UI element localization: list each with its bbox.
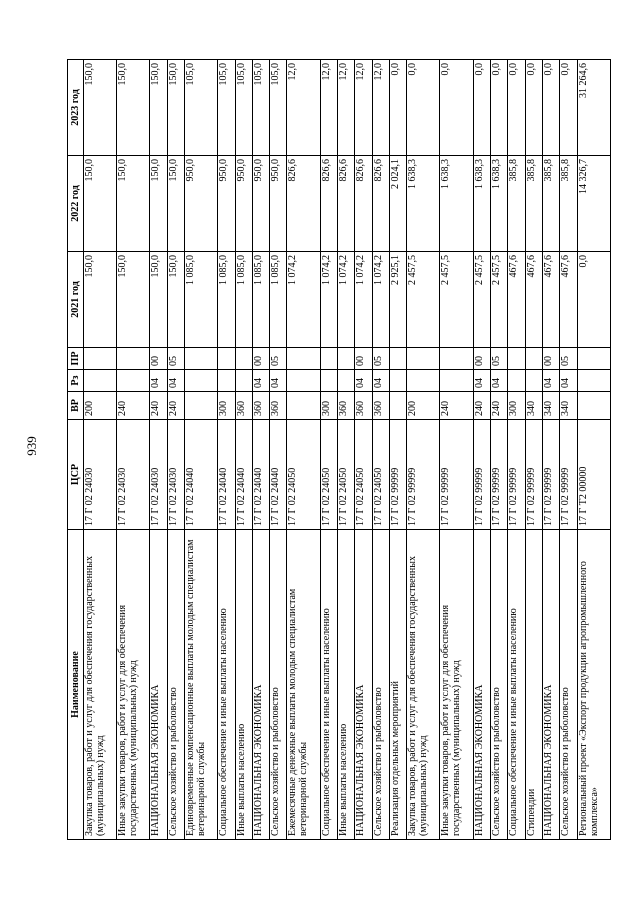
table-row [167, 60, 184, 840]
cell-2023: 150,0 [117, 60, 150, 156]
cell-csr: 17 Г 02 99999 [542, 420, 559, 530]
cell-csr: 17 Г 02 99999 [508, 420, 525, 530]
cell-2021: 467,6 [542, 252, 559, 348]
table-row [577, 60, 610, 840]
cell-name: Сельское хозяйство и рыболовство [490, 530, 507, 840]
page-number: 939 [24, 436, 39, 456]
cell-2023: 150,0 [84, 60, 117, 156]
cell-2022: 1 638,3 [440, 156, 473, 252]
cell-2022: 150,0 [84, 156, 117, 252]
cell-2022: 826,6 [338, 156, 355, 252]
cell-2021: 1 074,2 [320, 252, 337, 348]
cell-pr: 00 [473, 348, 490, 370]
cell-name: Социальное обеспечение и иные выплаты населению [218, 530, 235, 840]
cell-name: Региональный проект «Экспорт продукции агропромышленного комплекса» [577, 530, 610, 840]
cell-vr: 360 [270, 392, 287, 420]
cell-csr: 17 Г 02 99999 [490, 420, 507, 530]
header-vr: ВР [68, 392, 84, 420]
cell-name: Закупка товаров, работ и услуг для обеспечения государственных (муниципальных) нужд [84, 530, 117, 840]
cell-2023: 0,0 [407, 60, 440, 156]
cell-name: Сельское хозяйство и рыболовство [372, 530, 389, 840]
cell-2022: 826,6 [320, 156, 337, 252]
cell-vr: 340 [560, 392, 577, 420]
cell-2021: 467,6 [525, 252, 542, 348]
cell-2022: 826,6 [355, 156, 372, 252]
table-row [218, 60, 235, 840]
cell-name: Ежемесячные денежные выплаты молодым специалистам ветеринарной службы [287, 530, 320, 840]
cell-rz: 04 [150, 370, 167, 392]
cell-vr: 340 [542, 392, 559, 420]
cell-vr: 360 [355, 392, 372, 420]
table-row [490, 60, 507, 840]
cell-2021: 2 457,5 [407, 252, 440, 348]
table-row [508, 60, 525, 840]
cell-rz [508, 370, 525, 392]
cell-2023: 0,0 [542, 60, 559, 156]
cell-rz: 04 [355, 370, 372, 392]
cell-2023: 0,0 [389, 60, 406, 156]
cell-name: НАЦИОНАЛЬНАЯ ЭКОНОМИКА [355, 530, 372, 840]
cell-name: Реализация отдельных мероприятий [389, 530, 406, 840]
cell-2022: 950,0 [252, 156, 269, 252]
cell-2021: 150,0 [150, 252, 167, 348]
table-row [407, 60, 440, 840]
cell-name: Социальное обеспечение и иные выплаты населению [320, 530, 337, 840]
cell-2021: 467,6 [560, 252, 577, 348]
cell-csr: 17 Г 02 24040 [252, 420, 269, 530]
cell-2021: 1 085,0 [252, 252, 269, 348]
cell-2022: 385,8 [560, 156, 577, 252]
cell-vr: 360 [372, 392, 389, 420]
cell-2021: 1 074,2 [355, 252, 372, 348]
cell-pr [338, 348, 355, 370]
cell-csr: 17 Г 02 24040 [185, 420, 218, 530]
cell-2022: 150,0 [167, 156, 184, 252]
cell-vr: 240 [490, 392, 507, 420]
cell-pr [389, 348, 406, 370]
table-row [560, 60, 577, 840]
cell-2022: 826,6 [287, 156, 320, 252]
cell-pr [84, 348, 117, 370]
cell-rz: 04 [252, 370, 269, 392]
cell-pr: 00 [542, 348, 559, 370]
cell-csr: 17 Г 02 99999 [407, 420, 440, 530]
cell-2023: 12,0 [287, 60, 320, 156]
cell-vr: 240 [473, 392, 490, 420]
header-csr: ЦСР [68, 420, 84, 530]
cell-csr: 17 Г 02 24040 [235, 420, 252, 530]
cell-name: Социальное обеспечение и иные выплаты населению [508, 530, 525, 840]
cell-csr: 17 Г T2 00000 [577, 420, 610, 530]
cell-vr: 360 [235, 392, 252, 420]
cell-rz [320, 370, 337, 392]
table-row [235, 60, 252, 840]
cell-rz [525, 370, 542, 392]
cell-2023: 150,0 [167, 60, 184, 156]
cell-csr: 17 Г 02 99999 [560, 420, 577, 530]
cell-pr: 00 [150, 348, 167, 370]
table-row [338, 60, 355, 840]
cell-2021: 1 085,0 [185, 252, 218, 348]
cell-csr: 17 Г 02 24030 [84, 420, 117, 530]
cell-2022: 385,8 [542, 156, 559, 252]
header-name: Наименование [68, 530, 84, 840]
table-row [473, 60, 490, 840]
cell-rz [287, 370, 320, 392]
cell-2023: 0,0 [440, 60, 473, 156]
cell-pr [577, 348, 610, 370]
cell-name: НАЦИОНАЛЬНАЯ ЭКОНОМИКА [252, 530, 269, 840]
cell-2022: 1 638,3 [490, 156, 507, 252]
cell-csr: 17 Г 02 24050 [355, 420, 372, 530]
cell-2021: 150,0 [167, 252, 184, 348]
cell-2021: 2 457,5 [490, 252, 507, 348]
cell-csr: 17 Г 02 99999 [440, 420, 473, 530]
cell-2022: 950,0 [218, 156, 235, 252]
cell-name: Иные закупки товаров, работ и услуг для обеспечения государственных (муниципальных) нужд [440, 530, 473, 840]
cell-2023: 0,0 [560, 60, 577, 156]
cell-vr: 200 [84, 392, 117, 420]
cell-name: Закупка товаров, работ и услуг для обеспечения государственных (муниципальных) нужд [407, 530, 440, 840]
table-row [372, 60, 389, 840]
cell-2022: 950,0 [270, 156, 287, 252]
cell-2022: 14 326,7 [577, 156, 610, 252]
cell-2023: 31 264,6 [577, 60, 610, 156]
cell-pr: 05 [560, 348, 577, 370]
cell-2023: 12,0 [320, 60, 337, 156]
cell-rz [389, 370, 406, 392]
cell-pr [440, 348, 473, 370]
rotated-table-container [67, 60, 611, 840]
table-body [84, 60, 611, 840]
cell-name: Сельское хозяйство и рыболовство [560, 530, 577, 840]
cell-pr [407, 348, 440, 370]
cell-2021: 1 074,2 [372, 252, 389, 348]
cell-rz [84, 370, 117, 392]
cell-pr [235, 348, 252, 370]
cell-vr: 300 [218, 392, 235, 420]
cell-rz: 04 [542, 370, 559, 392]
cell-csr: 17 Г 02 24030 [150, 420, 167, 530]
cell-2022: 385,8 [525, 156, 542, 252]
cell-2023: 150,0 [150, 60, 167, 156]
cell-pr [320, 348, 337, 370]
cell-vr: 360 [252, 392, 269, 420]
cell-csr: 17 Г 02 99999 [389, 420, 406, 530]
cell-2021: 0,0 [577, 252, 610, 348]
cell-vr [577, 392, 610, 420]
cell-rz: 04 [473, 370, 490, 392]
cell-vr [185, 392, 218, 420]
table-row [389, 60, 406, 840]
cell-vr: 300 [320, 392, 337, 420]
cell-rz: 04 [270, 370, 287, 392]
table-row [287, 60, 320, 840]
table-row [252, 60, 269, 840]
cell-pr [525, 348, 542, 370]
cell-csr: 17 Г 02 99999 [473, 420, 490, 530]
table-row [150, 60, 167, 840]
table-row [525, 60, 542, 840]
table-row [355, 60, 372, 840]
table-row [185, 60, 218, 840]
cell-csr: 17 Г 02 24030 [117, 420, 150, 530]
header-year-2022: 2022 год [68, 156, 84, 252]
cell-name: НАЦИОНАЛЬНАЯ ЭКОНОМИКА [473, 530, 490, 840]
cell-2022: 1 638,3 [473, 156, 490, 252]
cell-pr [185, 348, 218, 370]
cell-pr: 00 [355, 348, 372, 370]
cell-csr: 17 Г 02 24050 [320, 420, 337, 530]
cell-2022: 150,0 [150, 156, 167, 252]
cell-rz [185, 370, 218, 392]
cell-2022: 950,0 [185, 156, 218, 252]
cell-2021: 2 457,5 [473, 252, 490, 348]
cell-2021: 1 085,0 [270, 252, 287, 348]
cell-rz: 04 [372, 370, 389, 392]
cell-rz [117, 370, 150, 392]
cell-2021: 1 085,0 [218, 252, 235, 348]
cell-2023: 105,0 [185, 60, 218, 156]
cell-name: Иные закупки товаров, работ и услуг для обеспечения государственных (муниципальных) нужд [117, 530, 150, 840]
table-row [117, 60, 150, 840]
cell-rz [218, 370, 235, 392]
header-pr: ПР [68, 348, 84, 370]
cell-vr: 360 [338, 392, 355, 420]
cell-pr: 00 [252, 348, 269, 370]
cell-pr: 05 [167, 348, 184, 370]
cell-rz: 04 [560, 370, 577, 392]
cell-csr: 17 Г 02 24040 [218, 420, 235, 530]
cell-2022: 950,0 [235, 156, 252, 252]
cell-csr: 17 Г 02 24050 [287, 420, 320, 530]
cell-2021: 1 074,2 [287, 252, 320, 348]
cell-rz [407, 370, 440, 392]
cell-2021: 150,0 [84, 252, 117, 348]
cell-2023: 105,0 [270, 60, 287, 156]
cell-2021: 467,6 [508, 252, 525, 348]
cell-name: Сельское хозяйство и рыболовство [270, 530, 287, 840]
cell-name: Иные выплаты населению [338, 530, 355, 840]
cell-vr: 340 [525, 392, 542, 420]
cell-pr: 05 [490, 348, 507, 370]
cell-2022: 2 024,1 [389, 156, 406, 252]
cell-2023: 0,0 [525, 60, 542, 156]
cell-rz [338, 370, 355, 392]
cell-vr: 300 [508, 392, 525, 420]
cell-2023: 0,0 [473, 60, 490, 156]
cell-pr [117, 348, 150, 370]
cell-2023: 12,0 [372, 60, 389, 156]
cell-2021: 1 085,0 [235, 252, 252, 348]
cell-pr: 05 [270, 348, 287, 370]
cell-csr: 17 Г 02 24050 [372, 420, 389, 530]
cell-rz: 04 [167, 370, 184, 392]
cell-2023: 0,0 [508, 60, 525, 156]
table-row [320, 60, 337, 840]
cell-rz [440, 370, 473, 392]
cell-csr: 17 Г 02 99999 [525, 420, 542, 530]
cell-2021: 2 925,1 [389, 252, 406, 348]
cell-2023: 0,0 [490, 60, 507, 156]
cell-2022: 826,6 [372, 156, 389, 252]
cell-vr: 240 [117, 392, 150, 420]
cell-name: Единовременные компенсационные выплаты молодым специалистам ветеринарной службы [185, 530, 218, 840]
cell-vr: 240 [150, 392, 167, 420]
cell-2022: 385,8 [508, 156, 525, 252]
cell-name: Стипендии [525, 530, 542, 840]
cell-vr: 240 [167, 392, 184, 420]
cell-name: Сельское хозяйство и рыболовство [167, 530, 184, 840]
cell-rz: 04 [490, 370, 507, 392]
cell-pr: 05 [372, 348, 389, 370]
cell-vr: 200 [407, 392, 440, 420]
header-year-2021: 2021 год [68, 252, 84, 348]
table-row [542, 60, 559, 840]
cell-2022: 1 638,3 [407, 156, 440, 252]
table-row [84, 60, 117, 840]
table-header-row [68, 60, 84, 840]
header-year-2023: 2023 год [68, 60, 84, 156]
cell-csr: 17 Г 02 24030 [167, 420, 184, 530]
cell-csr: 17 Г 02 24050 [338, 420, 355, 530]
cell-csr: 17 Г 02 24040 [270, 420, 287, 530]
cell-name: НАЦИОНАЛЬНАЯ ЭКОНОМИКА [542, 530, 559, 840]
header-rz: Рз [68, 370, 84, 392]
cell-2021: 150,0 [117, 252, 150, 348]
cell-name: НАЦИОНАЛЬНАЯ ЭКОНОМИКА [150, 530, 167, 840]
cell-2023: 105,0 [252, 60, 269, 156]
cell-2023: 105,0 [235, 60, 252, 156]
cell-2022: 150,0 [117, 156, 150, 252]
budget-table [67, 59, 611, 840]
cell-pr [218, 348, 235, 370]
cell-2023: 105,0 [218, 60, 235, 156]
cell-vr [287, 392, 320, 420]
table-row [270, 60, 287, 840]
cell-2023: 12,0 [338, 60, 355, 156]
cell-2021: 2 457,5 [440, 252, 473, 348]
cell-2023: 12,0 [355, 60, 372, 156]
cell-pr [508, 348, 525, 370]
cell-name: Иные выплаты населению [235, 530, 252, 840]
cell-rz [577, 370, 610, 392]
cell-rz [235, 370, 252, 392]
table-row [440, 60, 473, 840]
cell-vr [389, 392, 406, 420]
cell-pr [287, 348, 320, 370]
cell-2021: 1 074,2 [338, 252, 355, 348]
cell-vr: 240 [440, 392, 473, 420]
